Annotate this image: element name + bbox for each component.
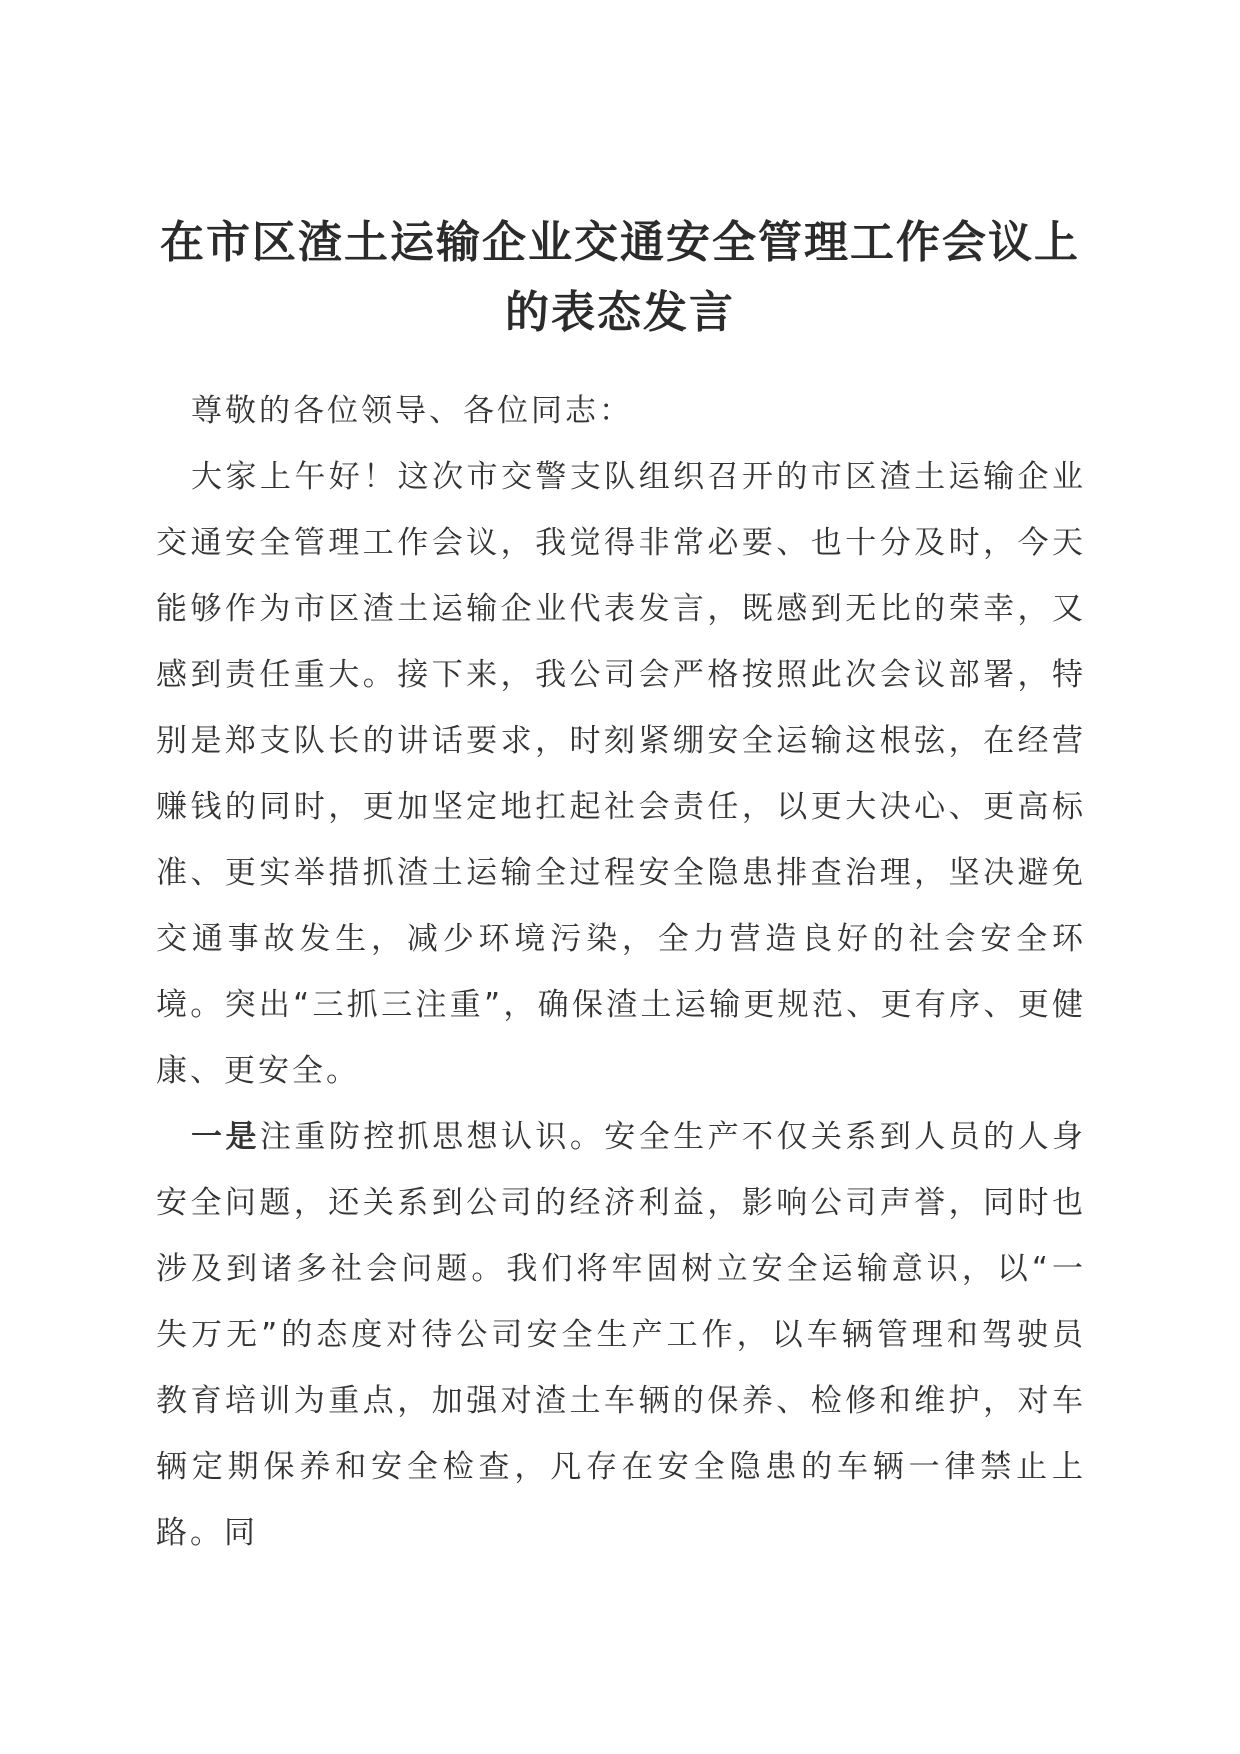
document-body xyxy=(156,378,1086,1566)
paragraph-point-one xyxy=(156,1104,1086,1566)
document-title: 在市区渣土运输企业交通安全管理工作会议上的表态发言 xyxy=(160,217,1080,338)
salutation: 尊敬的各位领导、各位同志： xyxy=(191,393,633,429)
point-one-text: 注重防控抓思想认识。安全生产不仅关系到人员的人身安全问题，还关系到公司的经济利益，影响公司声誉，同时也涉及到诸多社会问题。我们将牢固树立安全运输意识，以“一失万无”的态度对待公司安全生产工作，以车辆管理和驾驶员教育培训为重点，加强对渣土车辆的保养、检修和维护，对车辆定期保养和安全检查，凡存在安全隐患的车辆一律禁止上路。同 xyxy=(156,1119,1087,1551)
point-one-lead: 一是 xyxy=(191,1119,260,1155)
paragraph-opening: 大家上午好！这次市交警支队组织召开的市区渣土运输企业交通安全管理工作会议，我觉得非常必要、也十分及时，今天能够作为市区渣土运输企业代表发言，既感到无比的荣幸，又感到责任重大。接下来，我公司会严格按照此次会议部署，特别是郑支队长的讲话要求，时刻紧绷安全运输这根弦，在经营赚钱的同时，更加坚定地扛起社会责任，以更大决心、更高标准、更实举措抓渣土运输全过程安全隐患排查治理，坚决避免交通事故发生，减少环境污染，全力营造良好的社会安全环境。突出“三抓三注重”，确保渣土运输更规范、更有序、更健康、更安全。 xyxy=(156,459,1086,1089)
